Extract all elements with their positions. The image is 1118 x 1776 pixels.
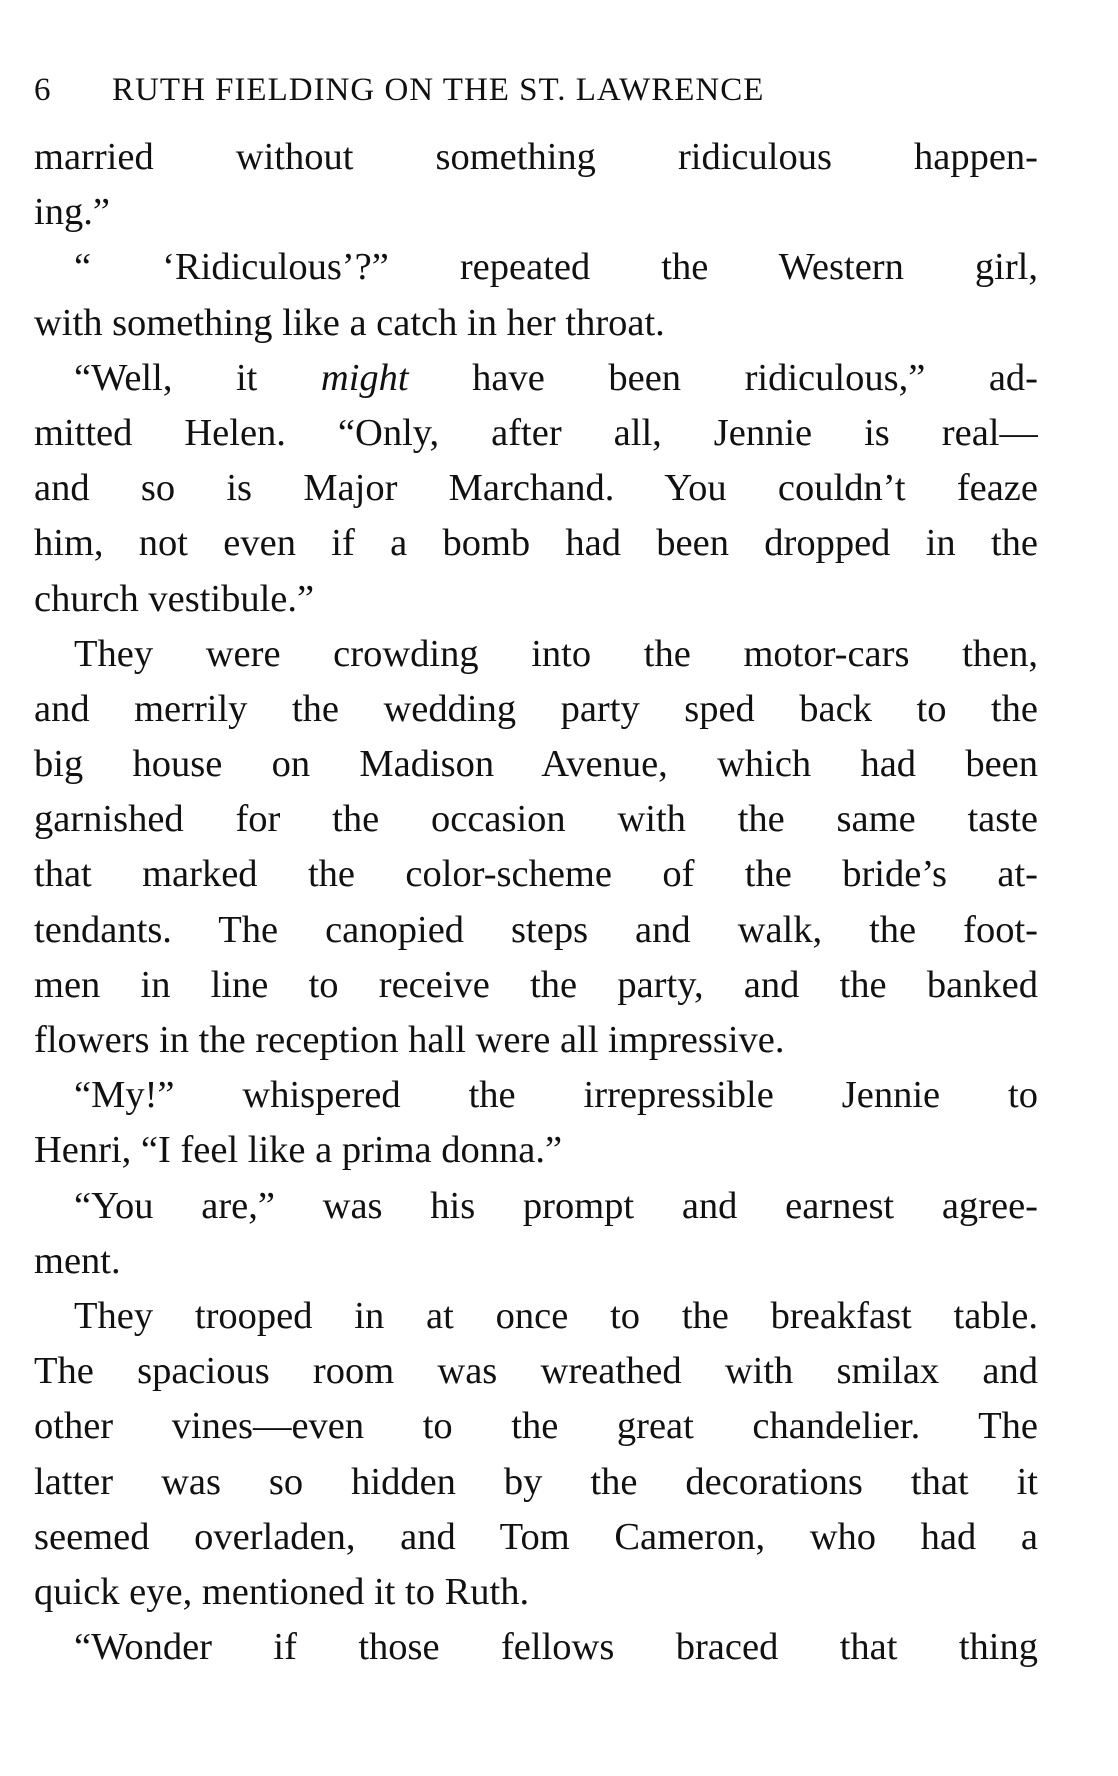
book-title: RUTH FIELDING ON THE ST. LAWRENCE — [112, 72, 765, 108]
text-line: garnished for the occasion with the same taste — [34, 798, 1038, 841]
text-line: married without something ridiculous happen- — [34, 136, 1038, 178]
text-line: The spacious room was wreathed with smilax and — [34, 1350, 1038, 1393]
text-line: him, not even if a bomb had been dropped in the — [34, 522, 1038, 565]
text-line: mitted Helen. “Only, after all, Jennie is real— — [34, 411, 1038, 454]
text-line: and merrily the wedding party sped back to the — [34, 687, 1038, 730]
text-line: latter was so hidden by the decorations that it — [34, 1460, 1038, 1503]
text-line: big house on Madison Avenue, which had been — [34, 743, 1038, 786]
running-head — [34, 70, 1038, 110]
text-line: seemed overladen, and Tom Cameron, who had a — [34, 1515, 1038, 1558]
text-line — [34, 351, 1038, 406]
text-line: flowers in the reception hall were all impressive. — [34, 1019, 785, 1061]
text-line: They trooped in at once to the breakfast table. — [74, 1294, 1038, 1337]
text-line: “ ‘Ridiculous’?” repeated the Western girl, — [74, 246, 1038, 289]
text-line: quick eye, mentioned it to Ruth. — [34, 1570, 530, 1613]
text-line: “You are,” was his prompt and earnest agree- — [74, 1184, 1038, 1227]
text-run: “Well, it — [74, 356, 321, 399]
text-line: tendants. The canopied steps and walk, the foot- — [34, 908, 1038, 951]
page-number: 6 — [34, 72, 52, 108]
emphasized-word: might — [320, 356, 409, 399]
text-line: ing.” — [34, 191, 110, 234]
text-line: men in line to receive the party, and the banked — [34, 963, 1038, 1006]
book-page — [34, 70, 1038, 1675]
text-run: have been ridiculous,” ad- — [408, 356, 1038, 399]
text-line: Henri, “I feel like a prima donna.” — [34, 1129, 563, 1172]
text-line: and so is Major Marchand. You couldn’t feaze — [34, 467, 1038, 510]
text-line: “Wonder if those fellows braced that thing — [74, 1626, 1038, 1669]
text-line: ment. — [34, 1239, 121, 1282]
text-line: that marked the color-scheme of the bride’s at- — [34, 853, 1038, 896]
body-text — [34, 130, 1038, 1675]
text-line: “My!” whispered the irrepressible Jennie to — [74, 1074, 1038, 1117]
text-line: They were crowding into the motor-cars then, — [74, 632, 1038, 675]
text-line: with something like a catch in her throat. — [34, 301, 665, 344]
text-line: church vestibule.” — [34, 577, 315, 620]
text-line: other vines—even to the great chandelier. The — [34, 1405, 1038, 1448]
